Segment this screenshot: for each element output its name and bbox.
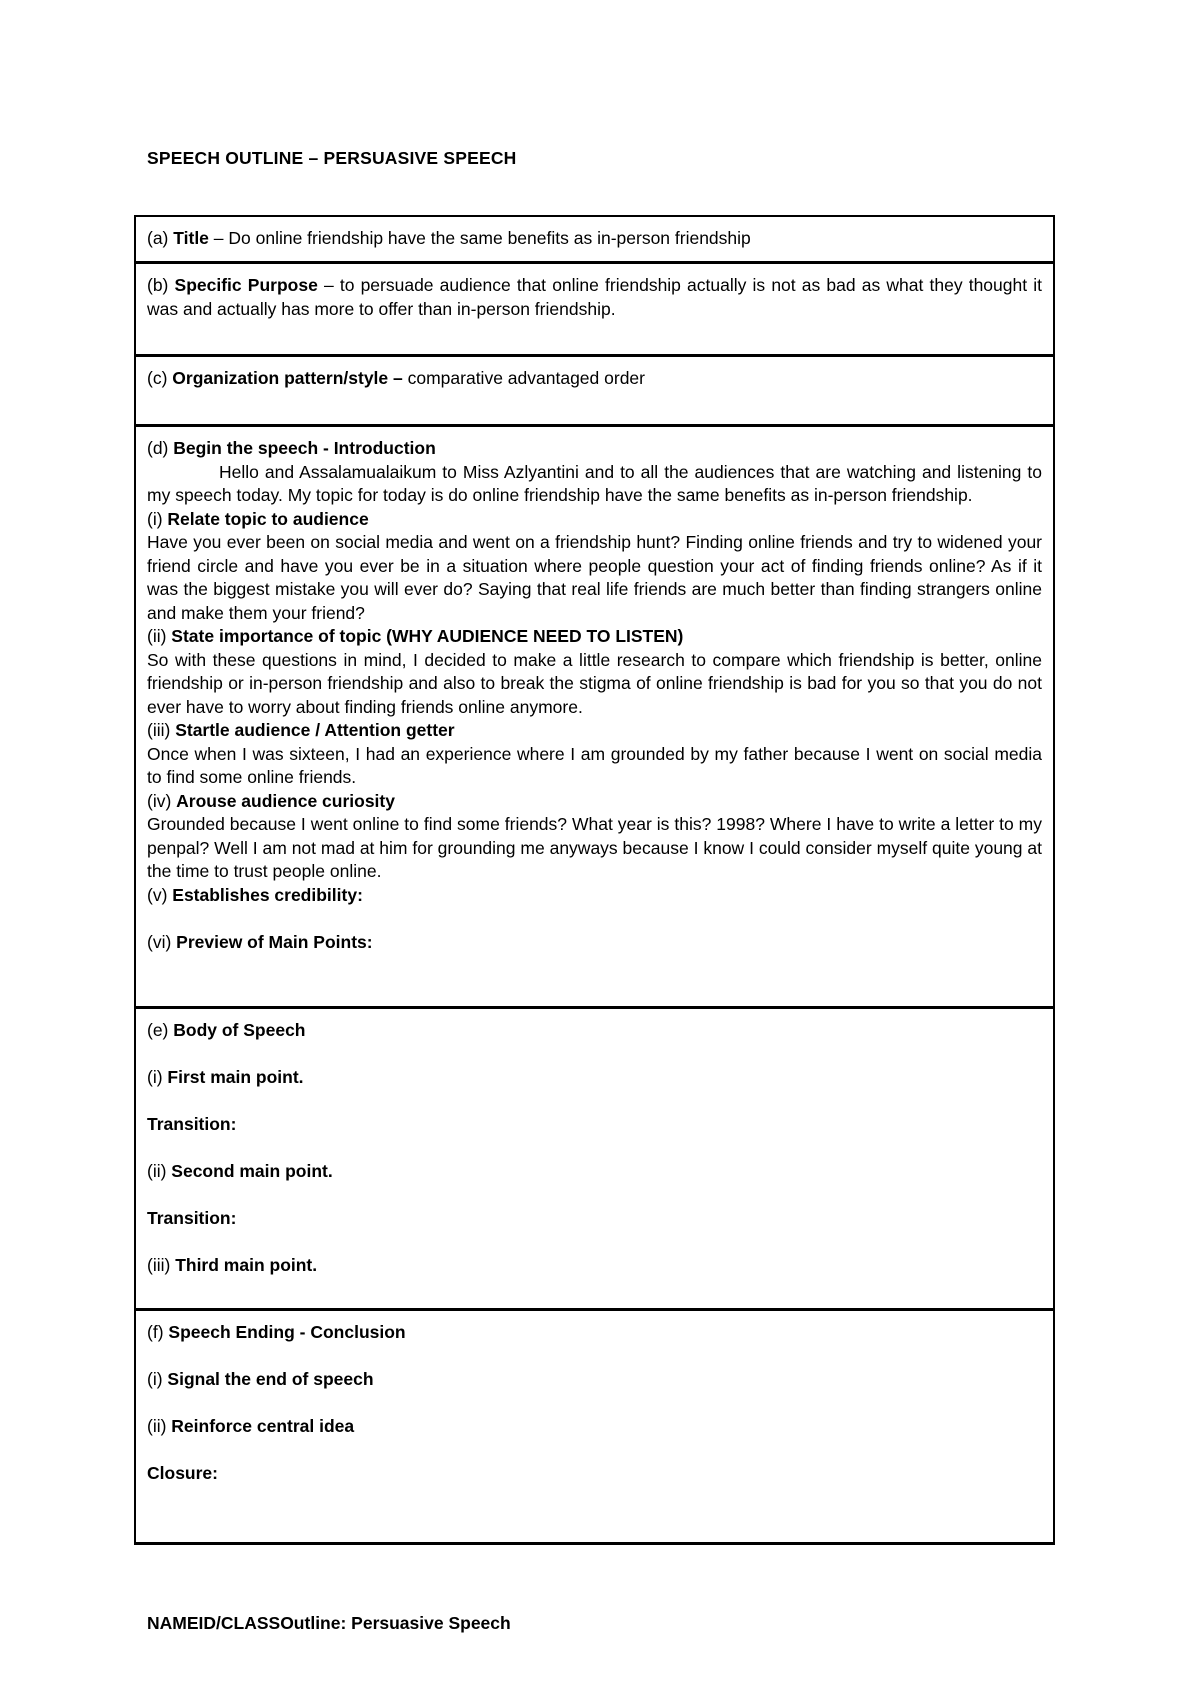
signal-prefix: (i)	[147, 1369, 168, 1389]
third-point-label: Third main point.	[175, 1255, 318, 1275]
title-label: Title	[173, 228, 209, 248]
purpose-text: – to persuade audience that online friendship actually is not as bad as what they thought it was and actually has more to offer than in-person friendship.	[147, 275, 1042, 319]
title-row	[136, 217, 1053, 264]
transition-2: Transition:	[147, 1208, 237, 1228]
page-heading: SPEECH OUTLINE – PERSUASIVE SPEECH	[147, 148, 517, 168]
conclusion-row	[136, 1311, 1053, 1545]
importance-prefix: (ii)	[147, 626, 172, 646]
reinforce-label: Reinforce central idea	[171, 1416, 355, 1436]
introduction-label: Begin the speech - Introduction	[173, 438, 436, 458]
relate-text: Have you ever been on social media and went on a friendship hunt? Finding online friends and try to widened your friend circle and have you ever be in a situation where people question your act of finding friends online? As if it was the biggest mistake you will ever do? Saying that real life friends are much better than finding strangers online and make them your friend?	[147, 532, 1042, 623]
curiosity-prefix: (iv)	[147, 790, 177, 811]
organization-label: Organization pattern/style –	[172, 368, 403, 388]
startle-label: Startle audience / Attention getter	[175, 720, 455, 740]
second-point-label: Second main point.	[171, 1161, 333, 1181]
introduction-row	[136, 427, 1053, 1009]
first-point-prefix: (i)	[147, 1067, 168, 1087]
purpose-row	[136, 264, 1053, 357]
relate-prefix: (i)	[147, 508, 168, 529]
signal-label: Signal the end of speech	[167, 1369, 374, 1389]
organization-text: comparative advantaged order	[402, 368, 645, 388]
importance-text: So with these questions in mind, I decided to make a little research to compare which friendship is better, online friendship or in-person friendship and also to break the stigma of online friendship is bad for you so that you do not ever have to worry about finding friends online anymore.	[147, 649, 1042, 717]
startle-text: Once when I was sixteen, I had an experience where I am grounded by my father because I went on social media to find some online friends.	[147, 743, 1042, 787]
third-point-prefix: (iii)	[147, 1255, 176, 1275]
organization-row	[136, 357, 1053, 427]
relate-label: Relate topic to audience	[167, 508, 369, 529]
preview-label: Preview of Main Points:	[176, 931, 373, 952]
first-point-label: First main point.	[167, 1067, 304, 1087]
introduction-opening: Hello and Assalamualaikum to Miss Azlyantini and to all the audiences that are watching and listening to my speech today. My topic for today is do online friendship have the same benefits as in-person friendship.	[147, 461, 1042, 505]
second-point-prefix: (ii)	[147, 1161, 172, 1181]
credibility-label: Establishes credibility:	[172, 884, 363, 905]
body-row	[136, 1009, 1053, 1311]
body-prefix: (e)	[147, 1020, 174, 1040]
preview-prefix: (vi)	[147, 931, 177, 952]
importance-label: State importance of topic (WHY AUDIENCE NEED TO LISTEN)	[171, 626, 684, 646]
reinforce-prefix: (ii)	[147, 1416, 172, 1436]
transition-1: Transition:	[147, 1114, 237, 1134]
body-label: Body of Speech	[173, 1020, 306, 1040]
purpose-prefix: (b)	[147, 275, 175, 295]
credibility-prefix: (v)	[147, 884, 173, 905]
page-footer: NAMEID/CLASSOutline: Persuasive Speech	[147, 1613, 511, 1633]
startle-prefix: (iii)	[147, 720, 176, 740]
title-prefix: (a)	[147, 228, 174, 248]
curiosity-text: Grounded because I went online to find some friends? What year is this? 1998? Where I have to write a letter to my penpal? Well I am not mad at him for grounding me anyways because I know I could consider myself quite young at the time to trust people online.	[147, 814, 1042, 881]
purpose-label: Specific Purpose	[174, 275, 318, 295]
outline-table	[134, 215, 1055, 1545]
organization-prefix: (c)	[147, 368, 173, 388]
conclusion-prefix: (f)	[147, 1322, 169, 1342]
conclusion-label: Speech Ending - Conclusion	[168, 1322, 406, 1342]
title-text: – Do online friendship have the same benefits as in-person friendship	[208, 228, 751, 248]
introduction-prefix: (d)	[147, 438, 174, 458]
closure-label: Closure:	[147, 1463, 218, 1483]
curiosity-label: Arouse audience curiosity	[176, 790, 395, 811]
